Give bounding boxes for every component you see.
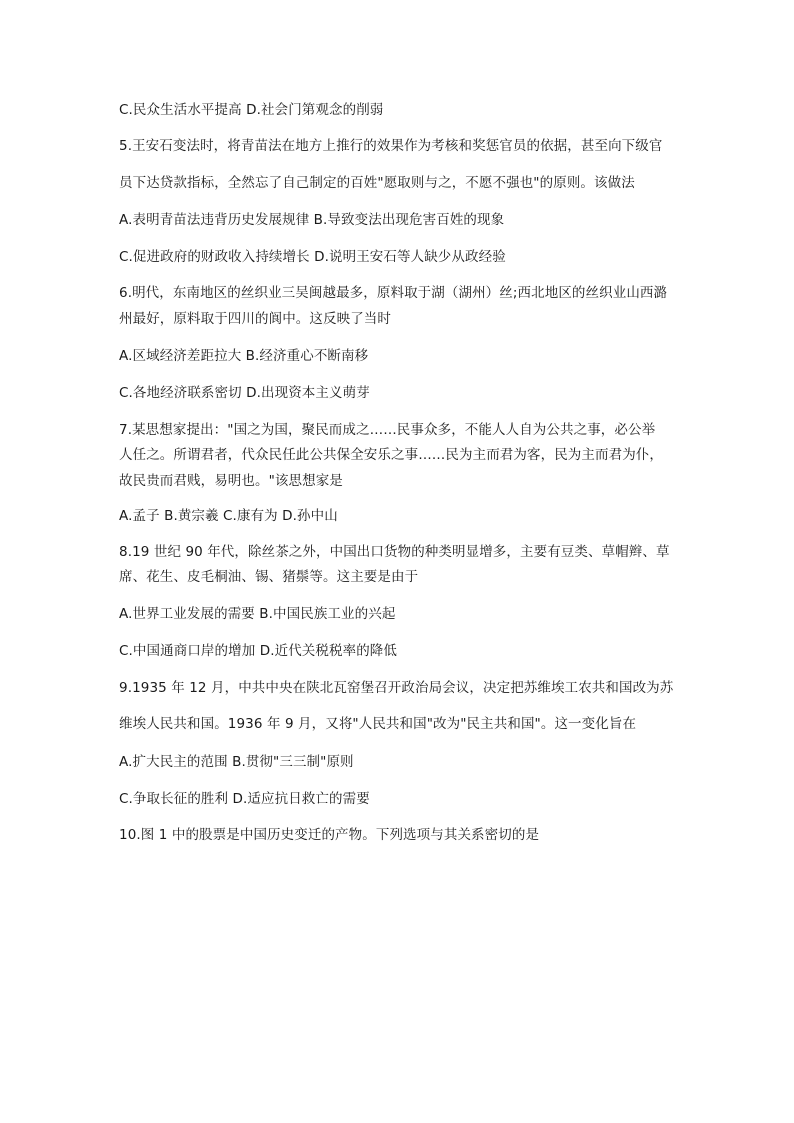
question-6-line-1: 6.明代，东南地区的丝织业三吴闽越最多，原料取于湖（湖州）丝;西北地区的丝织业山西潞 [119, 285, 668, 301]
question-6-options-cd: C.各地经济联系密切 D.出现资本主义萌芽 [119, 385, 370, 401]
question-8-options-ab: A.世界工业发展的需要 B.中国民族工业的兴起 [119, 606, 396, 622]
question-5-line-1: 5.王安石变法时，将青苗法在地方上推行的效果作为考核和奖惩官员的依据，甚至向下级官 [119, 138, 663, 154]
question-6-line-2: 州最好，原料取于四川的阆中。这反映了当时 [119, 311, 391, 327]
question-5-line-2: 员下达贷款指标，全然忘了自己制定的百姓"愿取则与之，不愿不强也"的原则。该做法 [119, 175, 635, 191]
question-8-options-cd: C.中国通商口岸的增加 D.近代关税税率的降低 [119, 643, 397, 659]
question-9-line-2: 维埃人民共和国。1936 年 9 月，又将"人民共和国"改为"民主共和国"。这一变化旨在 [119, 716, 637, 732]
question-7-options: A.孟子 B.黄宗羲 C.康有为 D.孙中山 [119, 508, 338, 524]
question-7-line-2: 人任之。所谓君者，代众民任此公共保全安乐之事……民为主而君为客，民为主而君为仆， [119, 447, 663, 463]
question-9-line-1: 9.1935 年 12 月，中共中央在陕北瓦窑堡召开政治局会议，决定把苏维埃工农共和国改为苏 [119, 680, 674, 696]
text-line: C.民众生活水平提高 D.社会门第观念的削弱 [119, 102, 384, 118]
question-5-options-cd: C.促进政府的财政收入持续增长 D.说明王安石等人缺少从政经验 [119, 249, 506, 265]
question-7-line-1: 7.某思想家提出："国之为国，聚民而成之……民事众多，不能人人自为公共之事，必公举 [119, 422, 656, 438]
question-5-options-ab: A.表明青苗法违背历史发展规律 B.导致变法出现危害百姓的现象 [119, 212, 505, 228]
question-8-line-2: 席、花生、皮毛桐油、锡、猪鬃等。这主要是由于 [119, 569, 419, 585]
question-9-options-ab: A.扩大民主的范围 B.贯彻"三三制"原则 [119, 754, 354, 770]
question-6-options-ab: A.区域经济差距拉大 B.经济重心不断南移 [119, 348, 369, 364]
question-7-line-3: 故民贵而君贱，易明也。"该思想家是 [119, 473, 343, 489]
question-9-options-cd: C.争取长征的胜利 D.适应抗日救亡的需要 [119, 791, 370, 807]
question-10-line-1: 10.图 1 中的股票是中国历史变迁的产物。下列选项与其关系密切的是 [119, 827, 540, 843]
question-8-line-1: 8.19 世纪 90 年代，除丝茶之外，中国出口货物的种类明显增多，主要有豆类、草帽辫、草 [119, 544, 670, 560]
